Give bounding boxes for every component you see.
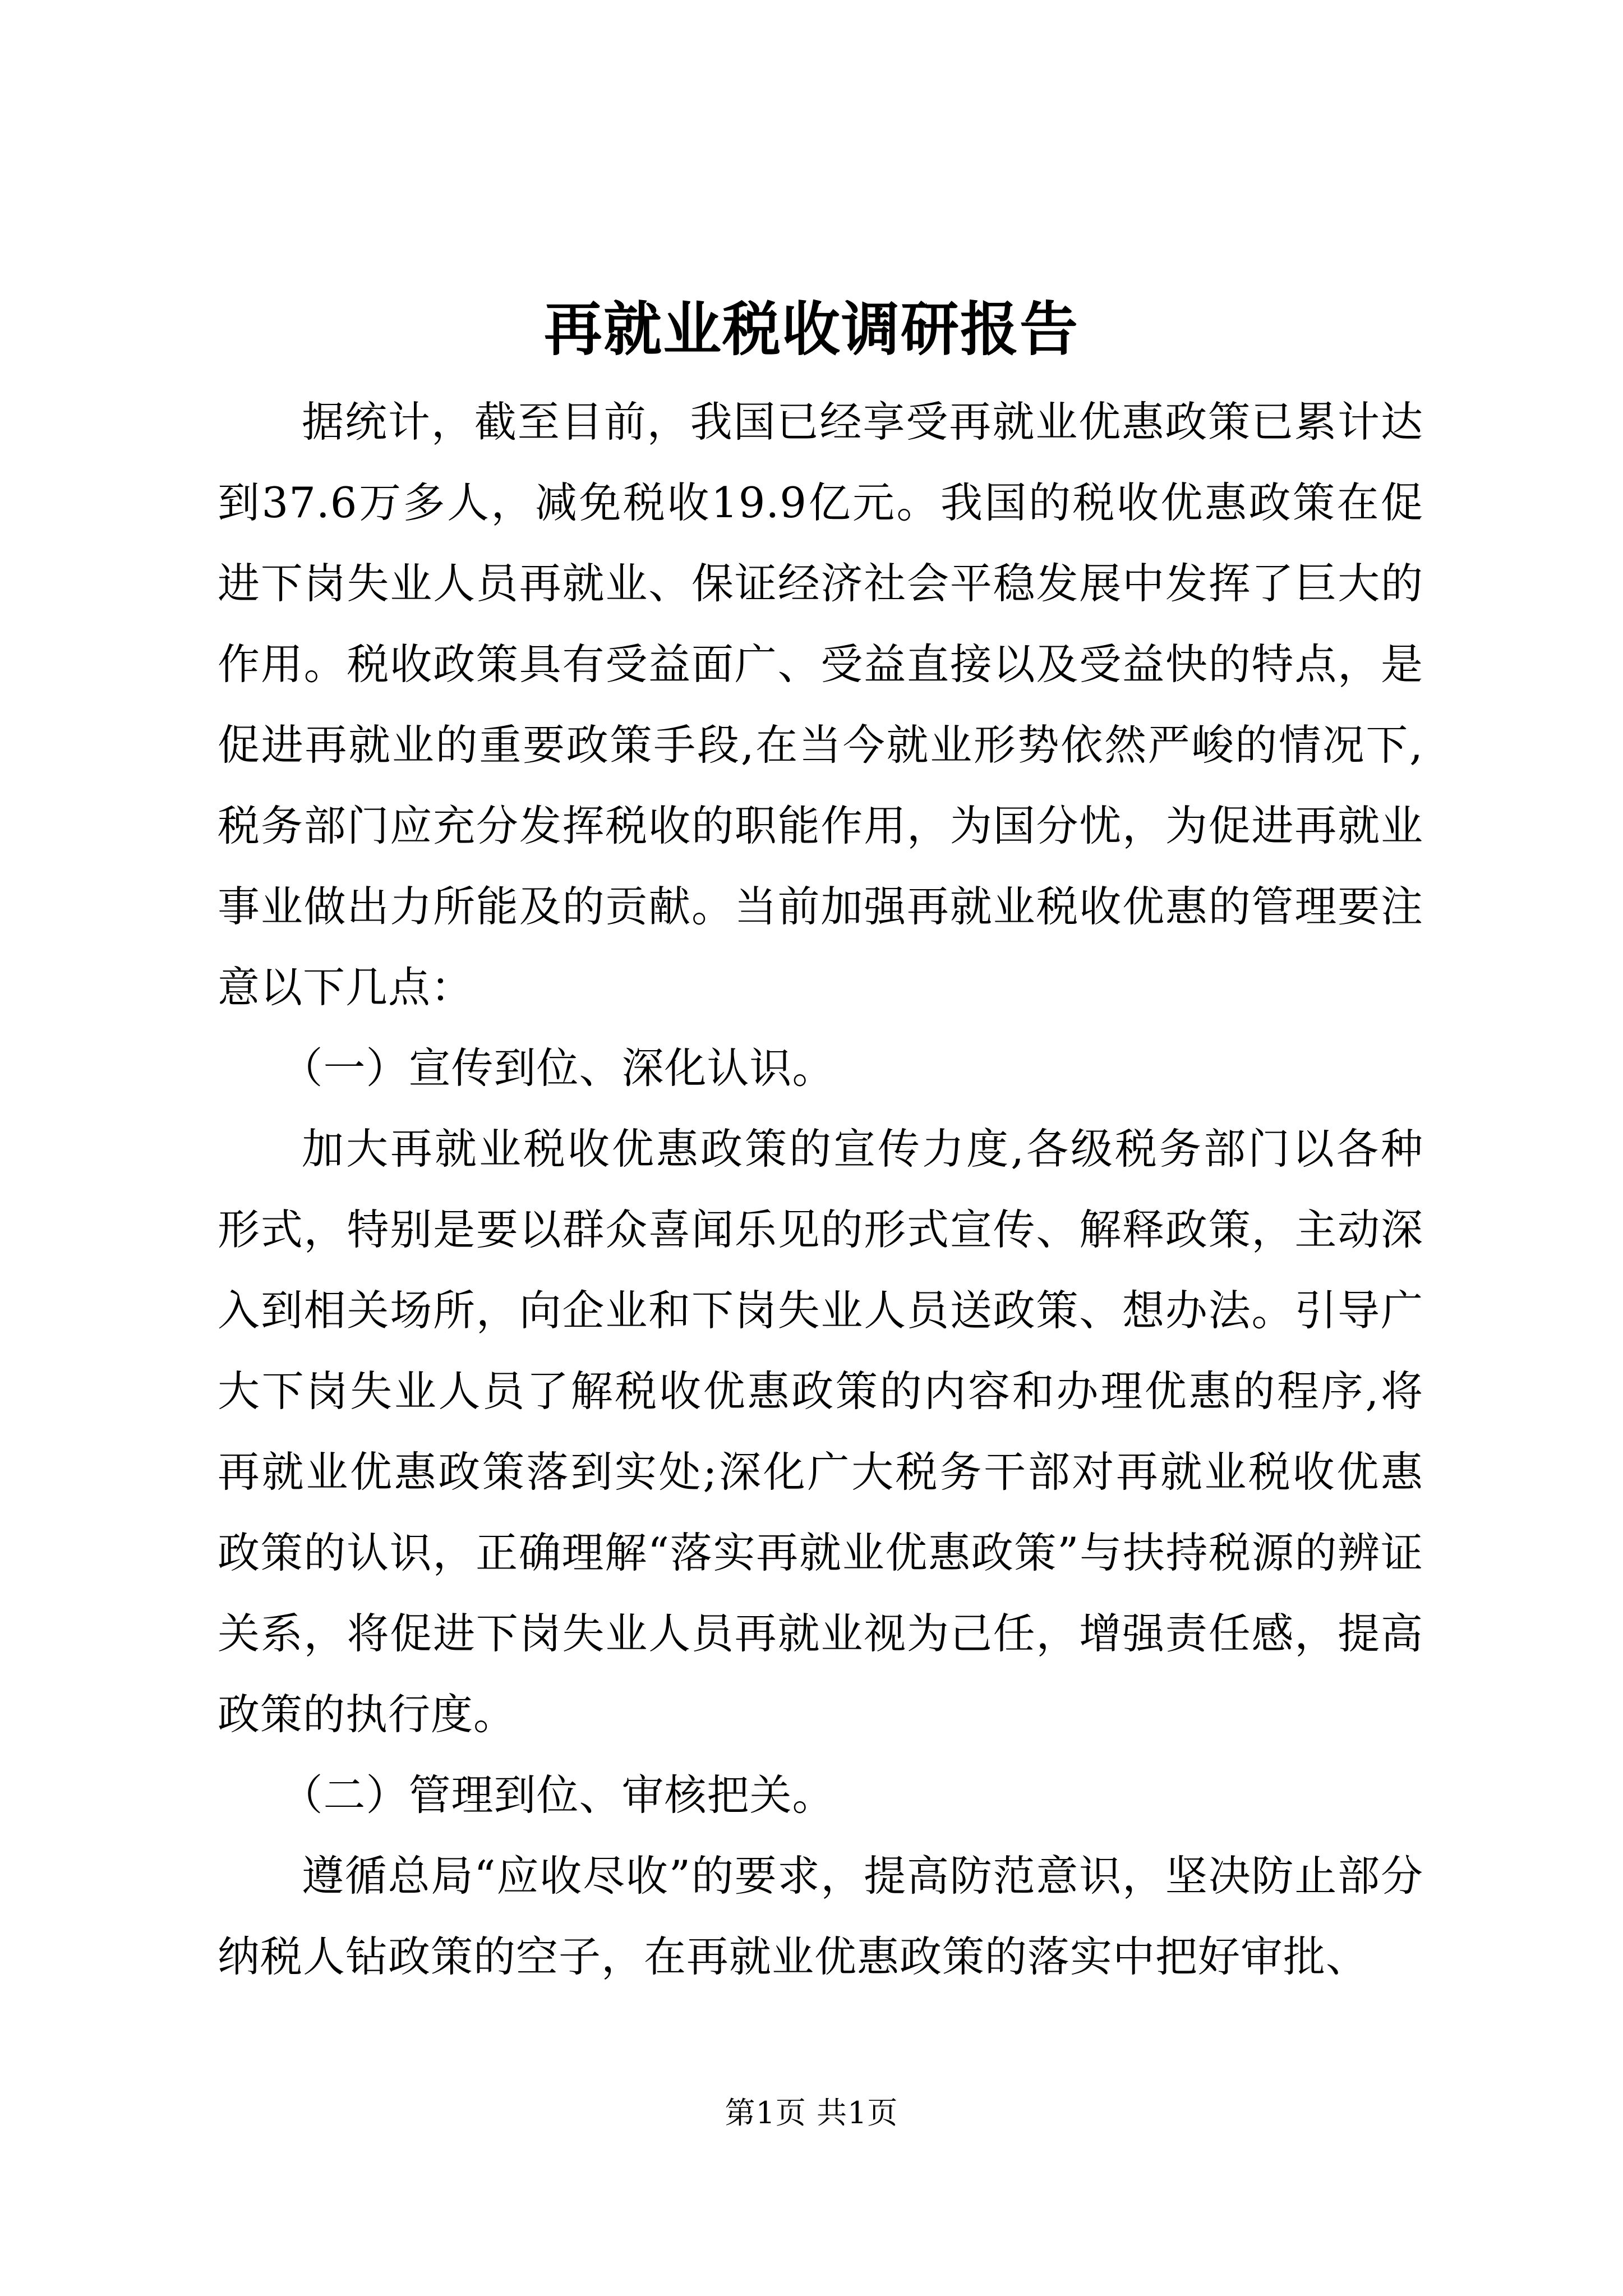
body-paragraph-intro: 据统计，截至目前，我国已经享受再就业优惠政策已累计达到37.6万多人，减免税收19.9亿元。我国的税收优惠政策在促进下岗失业人员再就业、保证经济社会平稳发展中发挥了巨大的作用。税收政策具有受益面广、受益直接以及受益快的特点，是促进再就业的重要政策手段,在当今就业形势依然严峻的情况下,税务部门应充分发挥税收的职能作用，为国分忧，为促进再就业事业做出力所能及的贡献。当前加强再就业税收优惠的管理要注意以下几点： [218, 397, 1423, 1012]
body-paragraph-publicity: 加大再就业税收优惠政策的宣传力度,各级税务部门以各种形式，特别是要以群众喜闻乐见的形式宣传、解释政策，主动深入到相关场所，向企业和下岗失业人员送政策、想办法。引导广大下岗失业人员了解税收优惠政策的内容和办理优惠的程序,将再就业优惠政策落到实处;深化广大税务干部对再就业税收优惠政策的认识，正确理解“落实再就业优惠政策”与扶持税源的辨证关系，将促进下岗失业人员再就业视为己任，增强责任感，提高政策的执行度。 [218, 1124, 1423, 1739]
section-heading-2: （二）管理到位、审核把关。 [280, 1770, 835, 1820]
document-body [218, 381, 1423, 1997]
document-title: 再就业税收调研报告 [543, 295, 1079, 364]
page-number-footer: 第1页 共1页 [725, 2095, 898, 2131]
section-heading-1: （一）宣传到位、深化认识。 [280, 1043, 835, 1093]
body-paragraph-management: 遵循总局“应收尽收”的要求，提高防范意识，坚决防止部分纳税人钻政策的空子，在再就业优惠政策的落实中把好审批、 [218, 1851, 1423, 1981]
